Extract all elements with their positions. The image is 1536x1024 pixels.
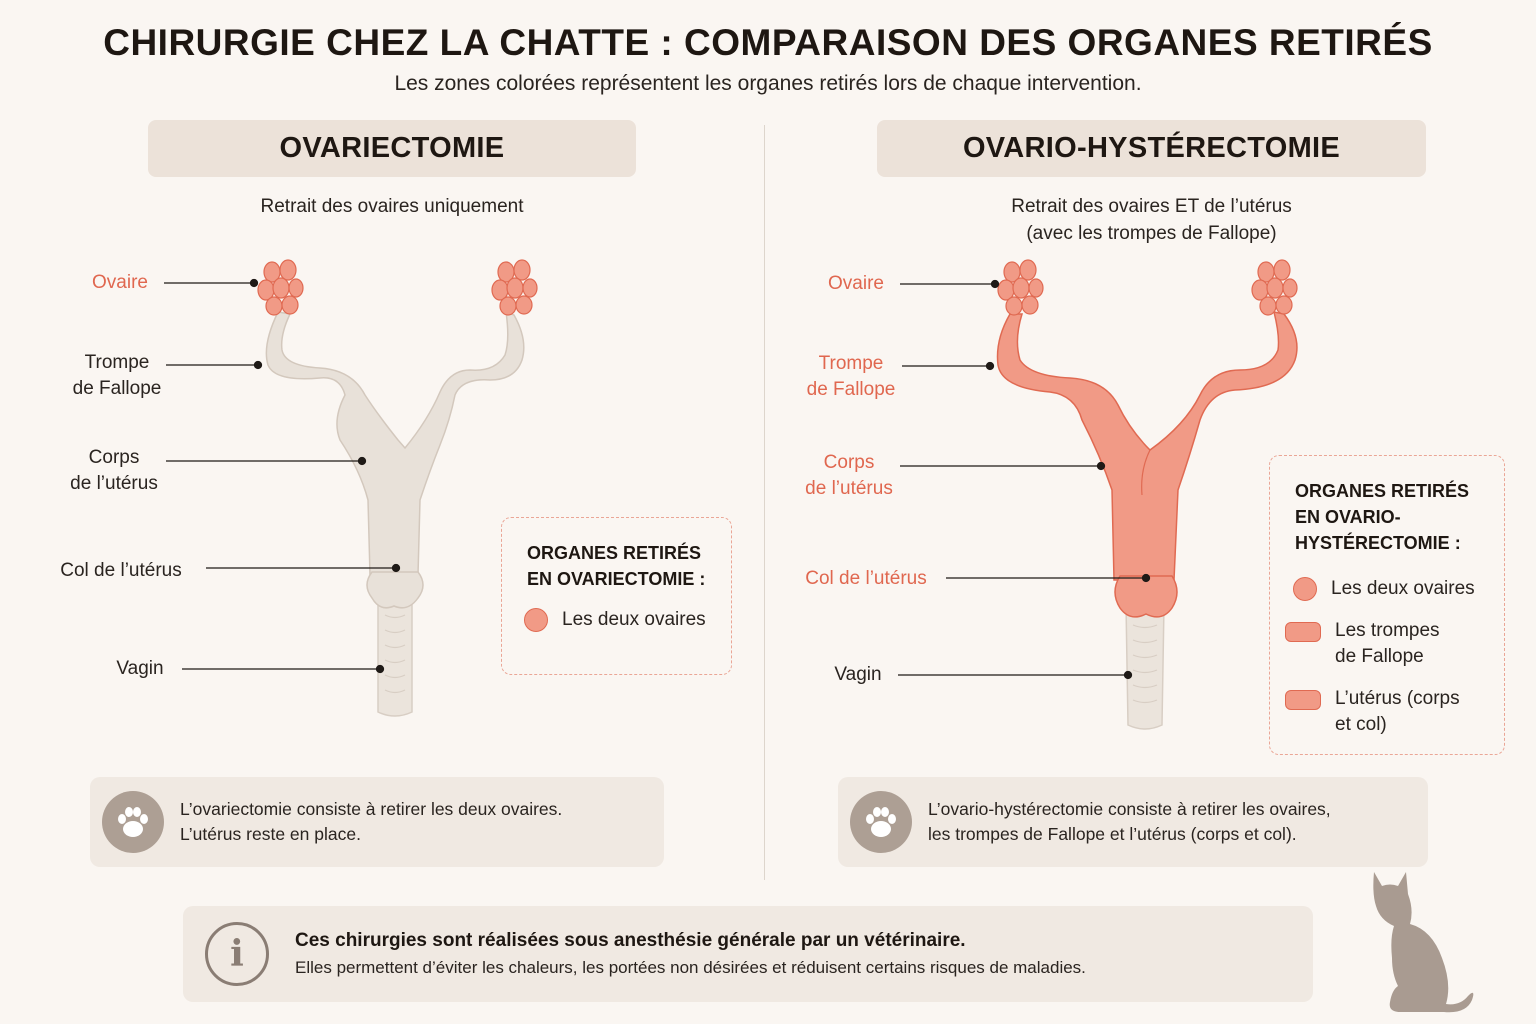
left-ovary-left-shape xyxy=(258,260,303,315)
info-box xyxy=(183,906,1313,1002)
left-note-line2: L’utérus reste en place. xyxy=(180,824,361,844)
legend-item-ovaries: Les deux ovaires xyxy=(524,607,731,633)
left-label-ovary: Ovaire xyxy=(92,272,148,293)
right-label-vagina: Vagin xyxy=(834,664,882,685)
right-legend: ORGANES RETIRÉS EN OVARIO- HYSTÉRECTOMIE : Les deux ovaires Les trompes de Fallope L’utérus (corps et col) xyxy=(1269,455,1505,755)
paw-icon xyxy=(102,791,164,853)
right-label-cervix: Col de l’utérus xyxy=(805,568,927,589)
ovary-swatch-icon xyxy=(524,608,548,632)
left-legend: ORGANES RETIRÉS EN OVARIECTOMIE : Les deux ovaires xyxy=(501,517,732,675)
left-panel-description: Retrait des ovaires uniquement xyxy=(260,196,524,217)
right-ovary-left-shape xyxy=(998,260,1043,315)
left-label-tube: Trompe de Fallope xyxy=(72,352,162,399)
info-text: Elles permettent d’éviter les chaleurs, les portées non désirées et réduisent certains risques de maladies. xyxy=(295,958,1086,977)
right-note-line1: L’ovario-hystérectomie consiste à retirer les ovaires, xyxy=(928,799,1331,819)
left-label-vagina: Vagin xyxy=(116,658,164,679)
left-label-uterus-body: Corps de l’utérus xyxy=(70,447,158,494)
right-vagina-shape xyxy=(1126,605,1164,729)
right-panel-description: Retrait des ovaires ET de l’utérus (avec les trompes de Fallope) xyxy=(1011,196,1292,244)
right-ovary-right-shape xyxy=(1252,260,1297,315)
left-note-box xyxy=(90,777,664,867)
uterus-swatch-icon xyxy=(1285,690,1321,710)
right-label-ovary: Ovaire xyxy=(828,273,884,294)
left-cervix-shape xyxy=(367,572,423,608)
legend-item-tubes: Les trompes de Fallope xyxy=(1285,618,1504,670)
tube-swatch-icon xyxy=(1285,622,1321,642)
legend-item-ovaries: Les deux ovaires xyxy=(1293,576,1504,602)
paw-icon xyxy=(850,791,912,853)
ovary-swatch-icon xyxy=(1293,577,1317,601)
left-panel-heading: OVARIECTOMIE xyxy=(148,120,636,177)
legend-item-uterus: L’utérus (corps et col) xyxy=(1285,686,1504,738)
info-icon: i xyxy=(205,922,269,986)
left-uterus-body-shape xyxy=(266,312,523,575)
info-bold-text: Ces chirurgies sont réalisées sous anesthésie générale par un vétérinaire. xyxy=(295,930,966,951)
left-ovary-right-shape xyxy=(492,260,537,315)
page-title: CHIRURGIE CHEZ LA CHATTE : COMPARAISON DES ORGANES RETIRÉS xyxy=(103,22,1433,63)
left-label-cervix: Col de l’utérus xyxy=(60,560,182,581)
left-note-line1: L’ovariectomie consiste à retirer les deux ovaires. xyxy=(180,799,563,819)
right-note-line2: les trompes de Fallope et l’utérus (corps et col). xyxy=(928,824,1297,844)
right-uterus-body-shape xyxy=(998,312,1297,580)
right-label-uterus-body: Corps de l’utérus xyxy=(805,452,893,499)
cat-silhouette-icon xyxy=(1360,866,1480,1016)
right-note-box xyxy=(838,777,1428,867)
right-panel-heading: OVARIO-HYSTÉRECTOMIE xyxy=(877,120,1426,177)
page-subtitle: Les zones colorées représentent les organes retirés lors de chaque intervention. xyxy=(394,72,1142,95)
right-label-tube: Trompe de Fallope xyxy=(806,353,896,400)
